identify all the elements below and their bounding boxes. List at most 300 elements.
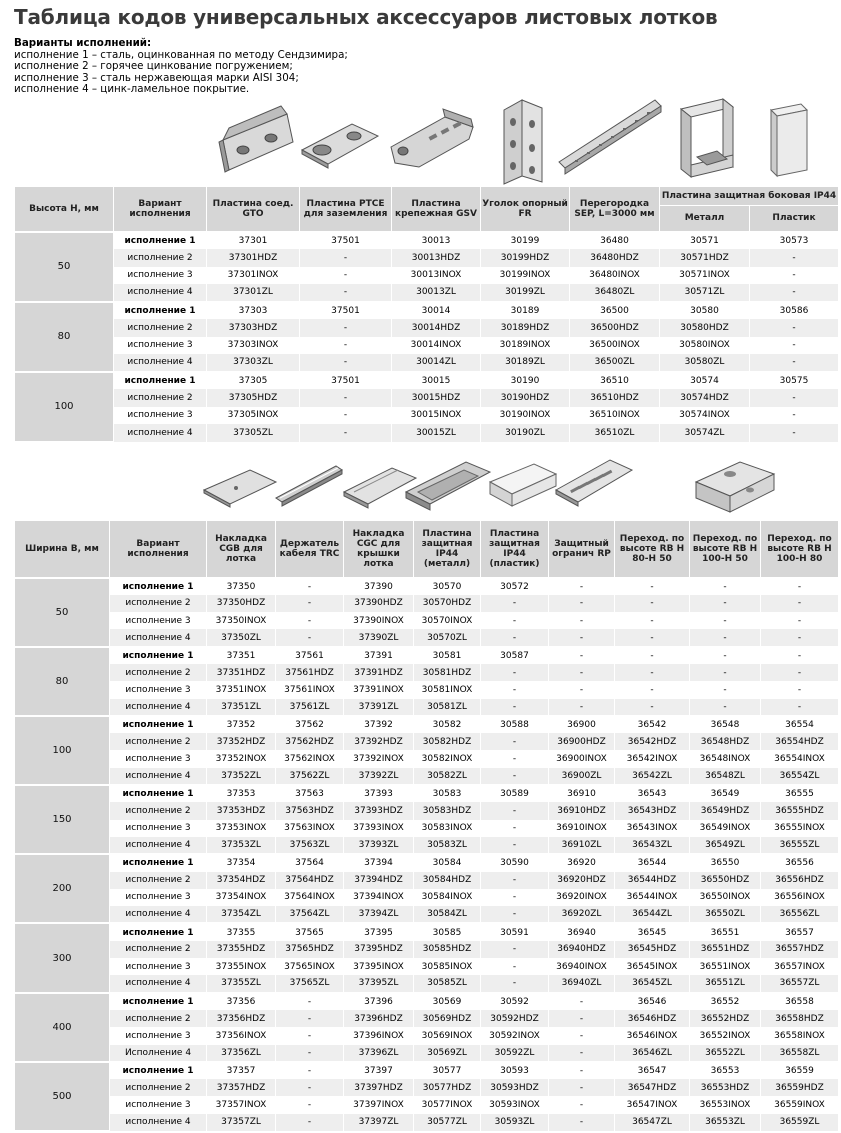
- code-cell: 30589: [481, 785, 549, 802]
- code-cell: 36910INOX: [549, 820, 615, 837]
- header-variant: Вариант исполнения: [110, 521, 207, 578]
- table-row: [15, 923, 839, 940]
- code-cell: -: [549, 578, 615, 595]
- code-cell: 36553ZL: [690, 1114, 761, 1131]
- code-cell: -: [549, 1045, 615, 1062]
- variant-cell: исполнение 3: [110, 889, 207, 906]
- code-cell: 30013HDZ: [392, 249, 481, 267]
- code-cell: -: [300, 337, 392, 355]
- code-cell: 30571INOX: [660, 267, 750, 285]
- code-cell: -: [549, 664, 615, 681]
- code-cell: 36557: [761, 923, 839, 940]
- code-cell: 36547ZL: [615, 1114, 690, 1131]
- header-group: Высота H, мм: [15, 187, 114, 232]
- code-cell: 37394: [344, 854, 414, 871]
- table-row: [15, 1062, 839, 1079]
- code-cell: -: [549, 629, 615, 646]
- code-cell: 30573: [750, 232, 839, 250]
- code-cell: 30569HDZ: [414, 1010, 481, 1027]
- table-row: [15, 906, 839, 923]
- code-cell: 30586: [750, 302, 839, 320]
- code-cell: -: [750, 424, 839, 442]
- code-cell: 36549HDZ: [690, 802, 761, 819]
- code-cell: -: [549, 1062, 615, 1079]
- code-cell: 36500INOX: [570, 337, 660, 355]
- code-cell: 30574INOX: [660, 407, 750, 425]
- code-cell: 36546INOX: [615, 1027, 690, 1044]
- table-row: [15, 629, 839, 646]
- code-cell: 30577ZL: [414, 1114, 481, 1131]
- code-cell: 37397INOX: [344, 1096, 414, 1113]
- group-label: 500: [15, 1062, 110, 1131]
- code-cell: 36559: [761, 1062, 839, 1079]
- code-cell: -: [549, 1114, 615, 1131]
- variant-cell: исполнение 1: [110, 854, 207, 871]
- code-cell: 37350ZL: [207, 629, 276, 646]
- code-cell: 37390: [344, 578, 414, 595]
- header-col: Пластина защитная IP44 (пластик): [481, 521, 549, 578]
- code-cell: -: [761, 699, 839, 716]
- variants-legend: [14, 38, 348, 96]
- code-cell: 36554INOX: [761, 750, 839, 767]
- code-cell: -: [615, 699, 690, 716]
- table-row: [15, 872, 839, 889]
- group-label: 300: [15, 923, 110, 992]
- code-cell: 37561INOX: [276, 681, 344, 698]
- code-cell: -: [481, 733, 549, 750]
- code-cell: 37397HDZ: [344, 1079, 414, 1096]
- variant-cell: исполнение 4: [114, 354, 207, 372]
- table-row: [15, 407, 839, 425]
- table-row: [15, 716, 839, 733]
- code-cell: 37501: [300, 232, 392, 250]
- code-cell: 37564: [276, 854, 344, 871]
- code-cell: -: [481, 664, 549, 681]
- code-cell: 36558: [761, 993, 839, 1010]
- code-cell: -: [761, 578, 839, 595]
- code-cell: 30583HDZ: [414, 802, 481, 819]
- code-cell: 36910: [549, 785, 615, 802]
- code-cell: 30592HDZ: [481, 1010, 549, 1027]
- code-cell: 36920INOX: [549, 889, 615, 906]
- code-cell: -: [690, 595, 761, 612]
- code-cell: 30580INOX: [660, 337, 750, 355]
- table-row: [15, 958, 839, 975]
- code-cell: 37562: [276, 716, 344, 733]
- code-cell: 36555INOX: [761, 820, 839, 837]
- code-cell: 30571HDZ: [660, 249, 750, 267]
- variant-cell: исполнение 1: [114, 232, 207, 250]
- code-cell: 36548ZL: [690, 768, 761, 785]
- code-cell: -: [300, 407, 392, 425]
- code-cell: 36552: [690, 993, 761, 1010]
- variant-cell: исполнение 3: [110, 1096, 207, 1113]
- code-cell: -: [549, 612, 615, 629]
- table-row: [15, 993, 839, 1010]
- code-cell: 37394INOX: [344, 889, 414, 906]
- header-col: Накладка CGC для крышки лотка: [344, 521, 414, 578]
- code-cell: 30189ZL: [481, 354, 570, 372]
- header-col: Уголок опорный FR: [481, 187, 570, 232]
- code-cell: 37501: [300, 372, 392, 390]
- code-cell: 30592INOX: [481, 1027, 549, 1044]
- code-cell: 37357ZL: [207, 1114, 276, 1131]
- code-cell: 37561ZL: [276, 699, 344, 716]
- code-cell: 37396INOX: [344, 1027, 414, 1044]
- code-cell: -: [481, 681, 549, 698]
- group-label: 100: [15, 716, 110, 785]
- code-cell: 36544INOX: [615, 889, 690, 906]
- code-cell: 37392ZL: [344, 768, 414, 785]
- variant-cell: исполнение 1: [110, 923, 207, 940]
- table-row: [15, 664, 839, 681]
- code-cell: 30014HDZ: [392, 319, 481, 337]
- code-cell: 37354HDZ: [207, 872, 276, 889]
- code-cell: -: [761, 681, 839, 698]
- code-cell: 36544HDZ: [615, 872, 690, 889]
- code-cell: 36500ZL: [570, 354, 660, 372]
- group-label: 50: [15, 232, 114, 302]
- code-cell: 36546HDZ: [615, 1010, 690, 1027]
- ip44-metal-plate-illustration: [402, 458, 492, 513]
- code-cell: 30014ZL: [392, 354, 481, 372]
- code-cell: 30015HDZ: [392, 389, 481, 407]
- code-cell: 36549ZL: [690, 837, 761, 854]
- header-col: Накладка CGB для лотка: [207, 521, 276, 578]
- variant-cell: исполнение 2: [114, 389, 207, 407]
- code-cell: 36910HDZ: [549, 802, 615, 819]
- code-cell: 37565ZL: [276, 975, 344, 992]
- code-cell: 36557ZL: [761, 975, 839, 992]
- code-cell: 30190HDZ: [481, 389, 570, 407]
- group-label: 80: [15, 647, 110, 716]
- side-protection-plate-metal-illustration: [673, 95, 743, 185]
- code-cell: 36554HDZ: [761, 733, 839, 750]
- code-cell: 36556INOX: [761, 889, 839, 906]
- code-cell: 37353HDZ: [207, 802, 276, 819]
- code-cell: 30189HDZ: [481, 319, 570, 337]
- code-cell: 30581INOX: [414, 681, 481, 698]
- table-row: [15, 733, 839, 750]
- code-cell: 36547: [615, 1062, 690, 1079]
- code-cell: 30013: [392, 232, 481, 250]
- code-cell: -: [481, 958, 549, 975]
- code-cell: 37395: [344, 923, 414, 940]
- header-col: Держатель кабеля TRC: [276, 521, 344, 578]
- variant-cell: исполнение 1: [114, 372, 207, 390]
- code-cell: 37564HDZ: [276, 872, 344, 889]
- code-cell: 36940INOX: [549, 958, 615, 975]
- code-cell: 30582INOX: [414, 750, 481, 767]
- code-cell: 36553HDZ: [690, 1079, 761, 1096]
- code-cell: 37562INOX: [276, 750, 344, 767]
- variant-cell: Исполнение 4: [110, 1045, 207, 1062]
- code-cell: 37357INOX: [207, 1096, 276, 1113]
- table-row: [15, 612, 839, 629]
- code-cell: 36546ZL: [615, 1045, 690, 1062]
- fr-support-angle-illustration: [496, 96, 556, 186]
- code-cell: 37393: [344, 785, 414, 802]
- code-cell: 37390INOX: [344, 612, 414, 629]
- code-cell: 37352INOX: [207, 750, 276, 767]
- table-height-accessories: [14, 186, 839, 443]
- code-cell: 30580ZL: [660, 354, 750, 372]
- code-cell: 36557HDZ: [761, 941, 839, 958]
- ptce-plate-illustration: [298, 112, 383, 172]
- code-cell: 37352ZL: [207, 768, 276, 785]
- code-cell: 36549: [690, 785, 761, 802]
- code-cell: -: [549, 647, 615, 664]
- code-cell: 37501: [300, 302, 392, 320]
- code-cell: 37353INOX: [207, 820, 276, 837]
- code-cell: -: [761, 629, 839, 646]
- code-cell: 30581ZL: [414, 699, 481, 716]
- code-cell: 30585ZL: [414, 975, 481, 992]
- gto-plate-illustration: [215, 100, 305, 185]
- code-cell: 36554: [761, 716, 839, 733]
- code-cell: 36940: [549, 923, 615, 940]
- code-cell: 36557INOX: [761, 958, 839, 975]
- code-cell: -: [300, 249, 392, 267]
- code-cell: 37394ZL: [344, 906, 414, 923]
- code-cell: 30582HDZ: [414, 733, 481, 750]
- code-cell: 30189: [481, 302, 570, 320]
- code-cell: 30199ZL: [481, 284, 570, 302]
- code-cell: -: [690, 578, 761, 595]
- code-cell: 36552ZL: [690, 1045, 761, 1062]
- code-cell: 30580HDZ: [660, 319, 750, 337]
- variant-cell: исполнение 4: [110, 699, 207, 716]
- code-cell: -: [690, 681, 761, 698]
- code-cell: 36542HDZ: [615, 733, 690, 750]
- variant-cell: исполнение 1: [110, 647, 207, 664]
- code-cell: 30015INOX: [392, 407, 481, 425]
- code-cell: 36558HDZ: [761, 1010, 839, 1027]
- variant-cell: исполнение 2: [110, 802, 207, 819]
- code-cell: 36551ZL: [690, 975, 761, 992]
- code-cell: -: [750, 319, 839, 337]
- code-cell: 36559INOX: [761, 1096, 839, 1113]
- code-cell: -: [690, 699, 761, 716]
- code-cell: 37390HDZ: [344, 595, 414, 612]
- code-cell: 30570ZL: [414, 629, 481, 646]
- code-cell: 30570: [414, 578, 481, 595]
- code-cell: 36542: [615, 716, 690, 733]
- code-cell: 37354INOX: [207, 889, 276, 906]
- code-cell: 37391INOX: [344, 681, 414, 698]
- code-cell: 36548HDZ: [690, 733, 761, 750]
- code-cell: 30581HDZ: [414, 664, 481, 681]
- code-cell: 37565HDZ: [276, 941, 344, 958]
- code-cell: 37393HDZ: [344, 802, 414, 819]
- code-cell: -: [276, 1010, 344, 1027]
- variant-cell: исполнение 1: [110, 578, 207, 595]
- table-row: [15, 1027, 839, 1044]
- code-cell: 37391ZL: [344, 699, 414, 716]
- table-row: [15, 681, 839, 698]
- ip44-plastic-plate-illustration: [486, 460, 561, 510]
- code-cell: 37301ZL: [207, 284, 300, 302]
- group-label: 400: [15, 993, 110, 1062]
- code-cell: -: [761, 664, 839, 681]
- sep-partition-illustration: [555, 96, 665, 178]
- code-cell: 37351ZL: [207, 699, 276, 716]
- variant-cell: исполнение 3: [110, 681, 207, 698]
- code-cell: 30588: [481, 716, 549, 733]
- code-cell: 36545: [615, 923, 690, 940]
- code-cell: -: [276, 1062, 344, 1079]
- group-label: 80: [15, 302, 114, 372]
- table-row: [15, 785, 839, 802]
- code-cell: 30577INOX: [414, 1096, 481, 1113]
- code-cell: -: [300, 389, 392, 407]
- code-cell: 30593: [481, 1062, 549, 1079]
- code-cell: -: [750, 354, 839, 372]
- trc-cable-holder-illustration: [272, 462, 347, 507]
- code-cell: -: [549, 1027, 615, 1044]
- header-col: Защитный огранич RP: [549, 521, 615, 578]
- code-cell: 30583INOX: [414, 820, 481, 837]
- code-cell: -: [481, 889, 549, 906]
- code-cell: 30584: [414, 854, 481, 871]
- code-cell: -: [481, 941, 549, 958]
- table-row: [15, 302, 839, 320]
- variant-cell: исполнение 3: [110, 612, 207, 629]
- code-cell: 36510ZL: [570, 424, 660, 442]
- code-cell: 30592: [481, 993, 549, 1010]
- code-cell: 36551: [690, 923, 761, 940]
- code-cell: 30593ZL: [481, 1114, 549, 1131]
- header-group: Ширина B, мм: [15, 521, 110, 578]
- variant-cell: исполнение 3: [110, 750, 207, 767]
- code-cell: -: [615, 578, 690, 595]
- code-cell: -: [300, 319, 392, 337]
- code-cell: 36551INOX: [690, 958, 761, 975]
- variant-cell: исполнение 2: [114, 249, 207, 267]
- code-cell: 36548: [690, 716, 761, 733]
- code-cell: 37392: [344, 716, 414, 733]
- code-cell: -: [549, 699, 615, 716]
- code-cell: 36480HDZ: [570, 249, 660, 267]
- code-cell: -: [690, 612, 761, 629]
- variant-cell: исполнение 4: [110, 975, 207, 992]
- code-cell: 30571: [660, 232, 750, 250]
- variant-cell: исполнение 1: [110, 716, 207, 733]
- code-cell: 30583: [414, 785, 481, 802]
- code-cell: 30569: [414, 993, 481, 1010]
- table-row: [15, 389, 839, 407]
- code-cell: 36552INOX: [690, 1027, 761, 1044]
- code-cell: 37391: [344, 647, 414, 664]
- code-cell: 30190INOX: [481, 407, 570, 425]
- code-cell: 36550ZL: [690, 906, 761, 923]
- code-cell: 30587: [481, 647, 549, 664]
- code-cell: -: [549, 1079, 615, 1096]
- code-cell: 36547INOX: [615, 1096, 690, 1113]
- code-cell: 30577: [414, 1062, 481, 1079]
- rb-height-transition-illustration: [690, 452, 785, 517]
- code-cell: 36480ZL: [570, 284, 660, 302]
- table-row: [15, 768, 839, 785]
- code-cell: 37303HDZ: [207, 319, 300, 337]
- code-cell: -: [615, 629, 690, 646]
- code-cell: 36558ZL: [761, 1045, 839, 1062]
- code-cell: 36510INOX: [570, 407, 660, 425]
- code-cell: 36545INOX: [615, 958, 690, 975]
- variant-cell: исполнение 2: [110, 941, 207, 958]
- variant-cell: исполнение 4: [110, 906, 207, 923]
- code-cell: 37357HDZ: [207, 1079, 276, 1096]
- code-cell: -: [276, 595, 344, 612]
- group-label: 200: [15, 854, 110, 923]
- code-cell: 37303INOX: [207, 337, 300, 355]
- table-row: [15, 1079, 839, 1096]
- variant-cell: исполнение 1: [110, 1062, 207, 1079]
- code-cell: -: [276, 1096, 344, 1113]
- code-cell: 37395INOX: [344, 958, 414, 975]
- table-row: [15, 1096, 839, 1113]
- table-row: [15, 319, 839, 337]
- code-cell: 36544ZL: [615, 906, 690, 923]
- code-cell: 37392INOX: [344, 750, 414, 767]
- code-cell: 30581: [414, 647, 481, 664]
- code-cell: 37357: [207, 1062, 276, 1079]
- table-row: [15, 578, 839, 595]
- code-cell: -: [481, 612, 549, 629]
- code-cell: -: [276, 578, 344, 595]
- code-cell: 37563: [276, 785, 344, 802]
- code-cell: 37395ZL: [344, 975, 414, 992]
- table-row: [15, 820, 839, 837]
- code-cell: 37351: [207, 647, 276, 664]
- code-cell: -: [276, 1114, 344, 1131]
- code-cell: 37391HDZ: [344, 664, 414, 681]
- code-cell: 37563ZL: [276, 837, 344, 854]
- code-cell: -: [761, 612, 839, 629]
- code-cell: 30583ZL: [414, 837, 481, 854]
- code-cell: 37356INOX: [207, 1027, 276, 1044]
- gsv-plate-illustration: [385, 105, 480, 180]
- variant-cell: исполнение 2: [110, 733, 207, 750]
- code-cell: 36550: [690, 854, 761, 871]
- code-cell: 30013ZL: [392, 284, 481, 302]
- code-cell: -: [276, 993, 344, 1010]
- code-cell: 36553INOX: [690, 1096, 761, 1113]
- table-width-accessories: [14, 520, 839, 1132]
- code-cell: 37305ZL: [207, 424, 300, 442]
- code-cell: 36500HDZ: [570, 319, 660, 337]
- group-label: 50: [15, 578, 110, 647]
- code-cell: -: [615, 595, 690, 612]
- code-cell: 36556HDZ: [761, 872, 839, 889]
- code-cell: 30571ZL: [660, 284, 750, 302]
- code-cell: -: [276, 1027, 344, 1044]
- variant-cell: исполнение 3: [114, 337, 207, 355]
- code-cell: 30582ZL: [414, 768, 481, 785]
- code-cell: 36510HDZ: [570, 389, 660, 407]
- code-cell: 30584HDZ: [414, 872, 481, 889]
- table-row: [15, 647, 839, 664]
- code-cell: 36920: [549, 854, 615, 871]
- code-cell: 36900: [549, 716, 615, 733]
- table-row: [15, 750, 839, 767]
- code-cell: 37352: [207, 716, 276, 733]
- header-sub-plastic: Пластик: [750, 206, 839, 232]
- code-cell: 36549INOX: [690, 820, 761, 837]
- table-row: [15, 424, 839, 442]
- table-row: [15, 284, 839, 302]
- code-cell: 37397: [344, 1062, 414, 1079]
